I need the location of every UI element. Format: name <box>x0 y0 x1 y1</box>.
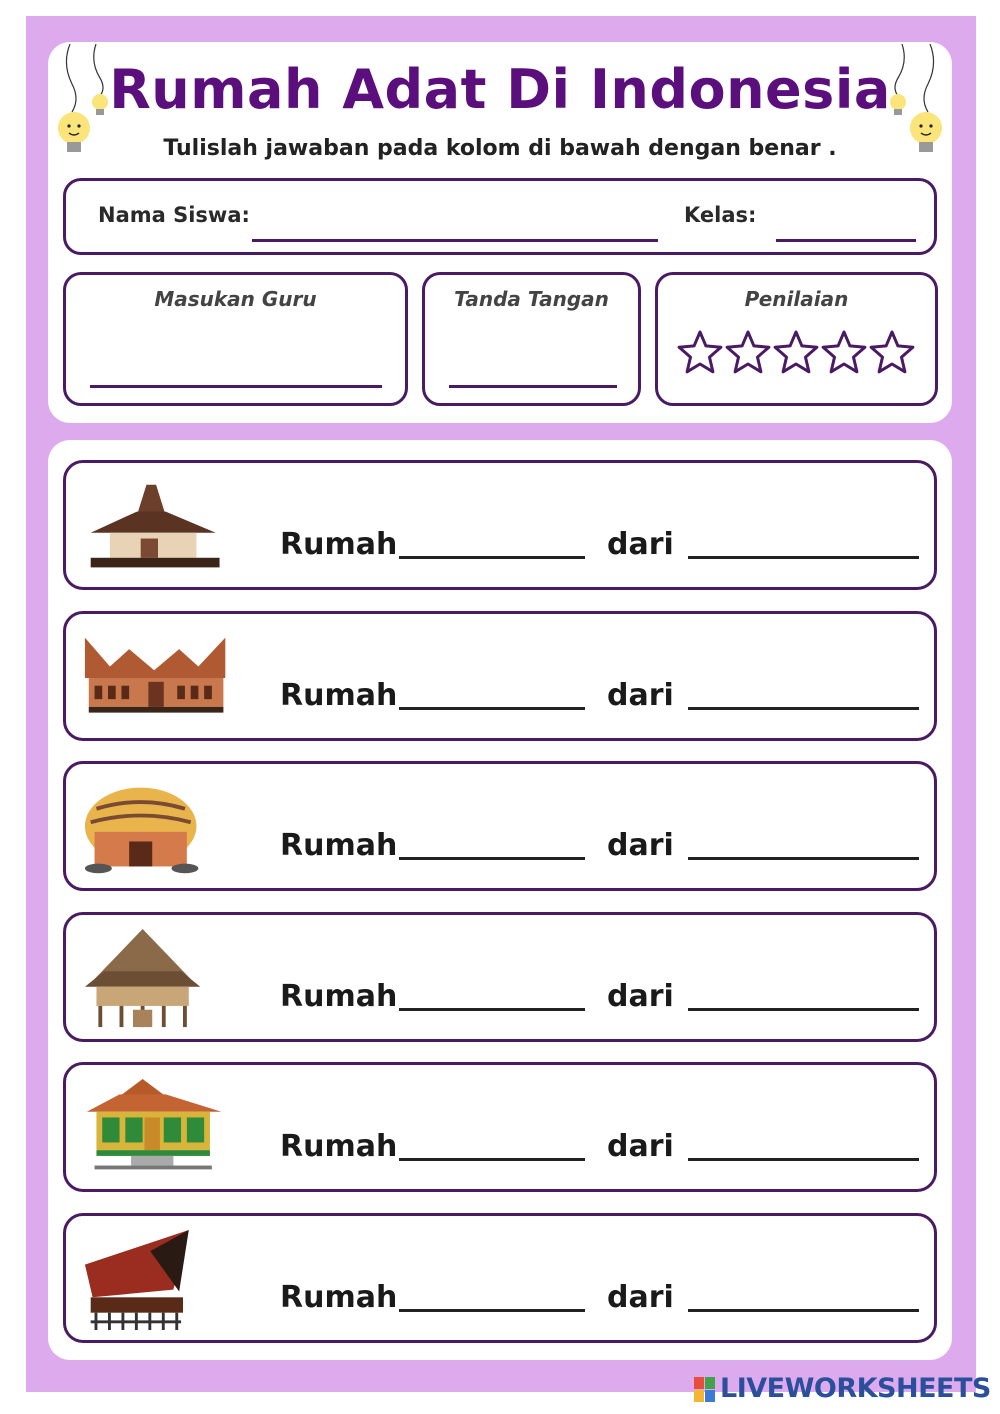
signature-box <box>422 272 641 406</box>
question-word-dari: dari <box>607 1129 674 1164</box>
student-name-label: Nama Siswa: <box>98 203 250 227</box>
question-row <box>63 761 937 891</box>
question-word-rumah: Rumah <box>280 828 398 863</box>
answer-house-field[interactable] <box>399 556 585 559</box>
rating-star-icon[interactable] <box>775 332 817 372</box>
teacher-input-label: Masukan Guru <box>154 287 317 311</box>
answer-house-field[interactable] <box>399 1158 585 1161</box>
student-info-box <box>63 178 937 255</box>
question-word-rumah: Rumah <box>280 1129 398 1164</box>
page-title: Rumah Adat Di Indonesia <box>109 58 891 121</box>
question-word-dari: dari <box>607 527 674 562</box>
answer-house-field[interactable] <box>399 857 585 860</box>
question-word-rumah: Rumah <box>280 527 398 562</box>
rating-star-icon[interactable] <box>871 332 913 372</box>
liveworksheets-logo-icon <box>694 1377 716 1403</box>
answer-house-field[interactable] <box>399 1008 585 1011</box>
student-name-field[interactable] <box>252 239 658 242</box>
bolon-house-icon <box>78 1230 238 1330</box>
rating-star-icon[interactable] <box>727 332 769 372</box>
signature-field[interactable] <box>449 385 617 388</box>
honai-house-icon <box>78 778 238 878</box>
question-row <box>63 1062 937 1192</box>
question-row <box>63 1213 937 1343</box>
answer-region-field[interactable] <box>688 1158 919 1161</box>
question-word-dari: dari <box>607 979 674 1014</box>
brand-logo: LIVEWORKSHEETS <box>720 1373 991 1404</box>
signature-label: Tanda Tangan <box>454 287 609 311</box>
answer-house-field[interactable] <box>399 707 585 710</box>
instructions: Tulislah jawaban pada kolom di bawah dengan benar . <box>163 136 837 161</box>
question-row <box>63 611 937 741</box>
question-row <box>63 912 937 1042</box>
answer-region-field[interactable] <box>688 556 919 559</box>
answer-house-field[interactable] <box>399 1309 585 1312</box>
answer-region-field[interactable] <box>688 857 919 860</box>
teacher-input-field[interactable] <box>90 385 382 388</box>
question-word-dari: dari <box>607 1280 674 1315</box>
question-word-rumah: Rumah <box>280 979 398 1014</box>
gadang-house-icon <box>78 628 238 728</box>
teacher-input-box <box>63 272 408 406</box>
star-rating[interactable] <box>676 328 916 378</box>
class-field[interactable] <box>776 239 916 242</box>
question-word-rumah: Rumah <box>280 678 398 713</box>
panjang-house-icon <box>78 929 238 1029</box>
answer-region-field[interactable] <box>688 707 919 710</box>
rating-star-icon[interactable] <box>679 332 721 372</box>
question-word-dari: dari <box>607 678 674 713</box>
class-label: Kelas: <box>684 203 757 227</box>
question-word-dari: dari <box>607 828 674 863</box>
rating-label: Penilaian <box>744 287 849 311</box>
joglo-house-icon <box>78 477 238 577</box>
rating-star-icon[interactable] <box>823 332 865 372</box>
question-word-rumah: Rumah <box>280 1280 398 1315</box>
question-row <box>63 460 937 590</box>
answer-region-field[interactable] <box>688 1008 919 1011</box>
answer-region-field[interactable] <box>688 1309 919 1312</box>
limas-house-icon <box>78 1079 238 1179</box>
